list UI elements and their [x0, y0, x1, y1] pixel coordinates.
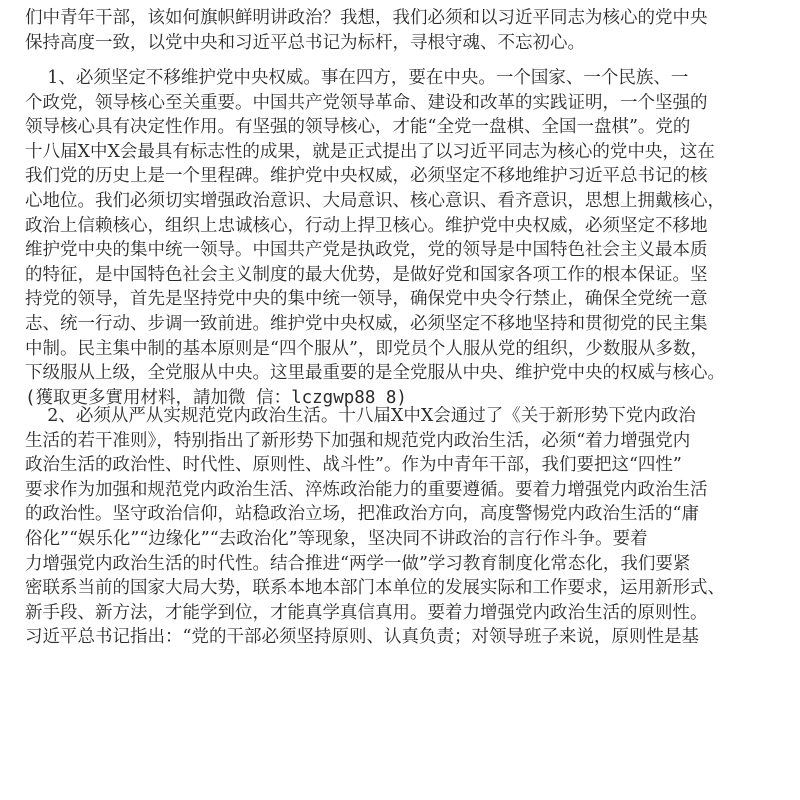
text-line: 们中青年干部，该如何旗帜鲜明讲政治？我想，我们必须和以习近平同志为核心的党中央 — [25, 8, 708, 28]
text-line: 领导核心具有决定性作用。有坚强的领导核心，才能“全党一盘棋、全国一盘棋”。党的 — [25, 117, 691, 138]
text-line: 新手段、新方法，才能学到位，才能真学真信真用。要着力增强党内政治生活的原则性。 — [25, 602, 708, 623]
text-line: 生活的若干准则》，特别指出了新形势下加强和规范党内政治生活，必须“着力增强党内 — [25, 430, 691, 451]
text-line: 要求作为加强和规范党内政治生活、淬炼政治能力的重要遵循。要着力增强党内政治生活 — [25, 479, 708, 500]
text-line: 我们党的历史上是一个里程碑。维护党中央权威，必须坚定不移地维护习近平总书记的核 — [25, 166, 708, 187]
text-line: 维护党中央的集中统一领导。中国共产党是执政党，党的领导是中国特色社会主义最本质 — [25, 240, 708, 261]
text-line: 密联系当前的国家大局大势，联系本地本部门本单位的发展实际和工作要求，运用新形式、 — [25, 578, 725, 599]
text-line: 习近平总书记指出：“党的干部必须坚持原则、认真负责；对领导班子来说，原则性是基 — [25, 627, 699, 648]
text-line: 心地位。我们必须切实增强政治意识、大局意识、核心意识、看齐意识，思想上拥戴核心， — [25, 190, 725, 211]
text-line: 1、必须坚定不移维护党中央权威。事在四方，要在中央。一个国家、一个民族、一 — [25, 68, 689, 88]
paragraph-point-2 — [25, 404, 785, 650]
text-line: 的政治性。坚守政治信仰，站稳政治立场，把准政治方向，高度警惕党内政治生活的“庸 — [25, 504, 699, 525]
text-line: 志、统一行动、步调一致前进。维护党中央权威，必须坚定不移地坚持和贯彻党的民主集 — [25, 313, 708, 334]
contact-note: (獲取更多實用材料，請加微 信：lczgwp88 8) — [25, 387, 407, 408]
text-line: 的特征，是中国特色社会主义制度的最大优势，是做好党和国家各项工作的根本保证。坚 — [25, 264, 708, 285]
text-line: 力增强党内政治生活的时代性。结合推进“两学一做”学习教育制度化常态化，我们要紧 — [25, 553, 691, 574]
text-line: 中制。民主集中制的基本原则是“四个服从”，即党员个人服从党的组织，少数服从多数， — [25, 338, 708, 359]
text-line: 个政党，领导核心至关重要。中国共产党领导革命、建设和改革的实践证明，一个坚强的 — [25, 92, 708, 113]
text-line: 十八届X中X会最具有标志性的成果，就是正式提出了以习近平同志为核心的党中央，这在 — [25, 141, 715, 162]
text-line: 持党的领导，首先是坚持党中央的集中统一领导，确保党中央令行禁止，确保全党统一意 — [25, 289, 708, 310]
paragraph-intro-continuation — [25, 6, 785, 55]
text-line: 保持高度一致，以党中央和习近平总书记为标杆，寻根守魂、不忘初心。 — [25, 32, 585, 53]
text-line: 俗化”“娱乐化”“边缘化”“去政治化”等现象，坚决同不讲政治的言行作斗争。要着 — [25, 528, 648, 549]
text-line: 政治上信赖核心，组织上忠诚核心，行动上捍卫核心。维护党中央权威，必须坚定不移地 — [25, 215, 708, 236]
paragraph-point-1 — [25, 66, 785, 410]
text-line: 2、必须从严从实规范党内政治生活。十八届X中X会通过了《关于新形势下党内政治 — [25, 406, 696, 426]
text-line: 下级服从上级，全党服从中央。这里最重要的是全党服从中央、维护党中央的权威与核心。 — [25, 363, 725, 384]
text-line: 政治生活的政治性、时代性、原则性、战斗性”。作为中青年干部，我们要把这“四性” — [25, 455, 682, 476]
